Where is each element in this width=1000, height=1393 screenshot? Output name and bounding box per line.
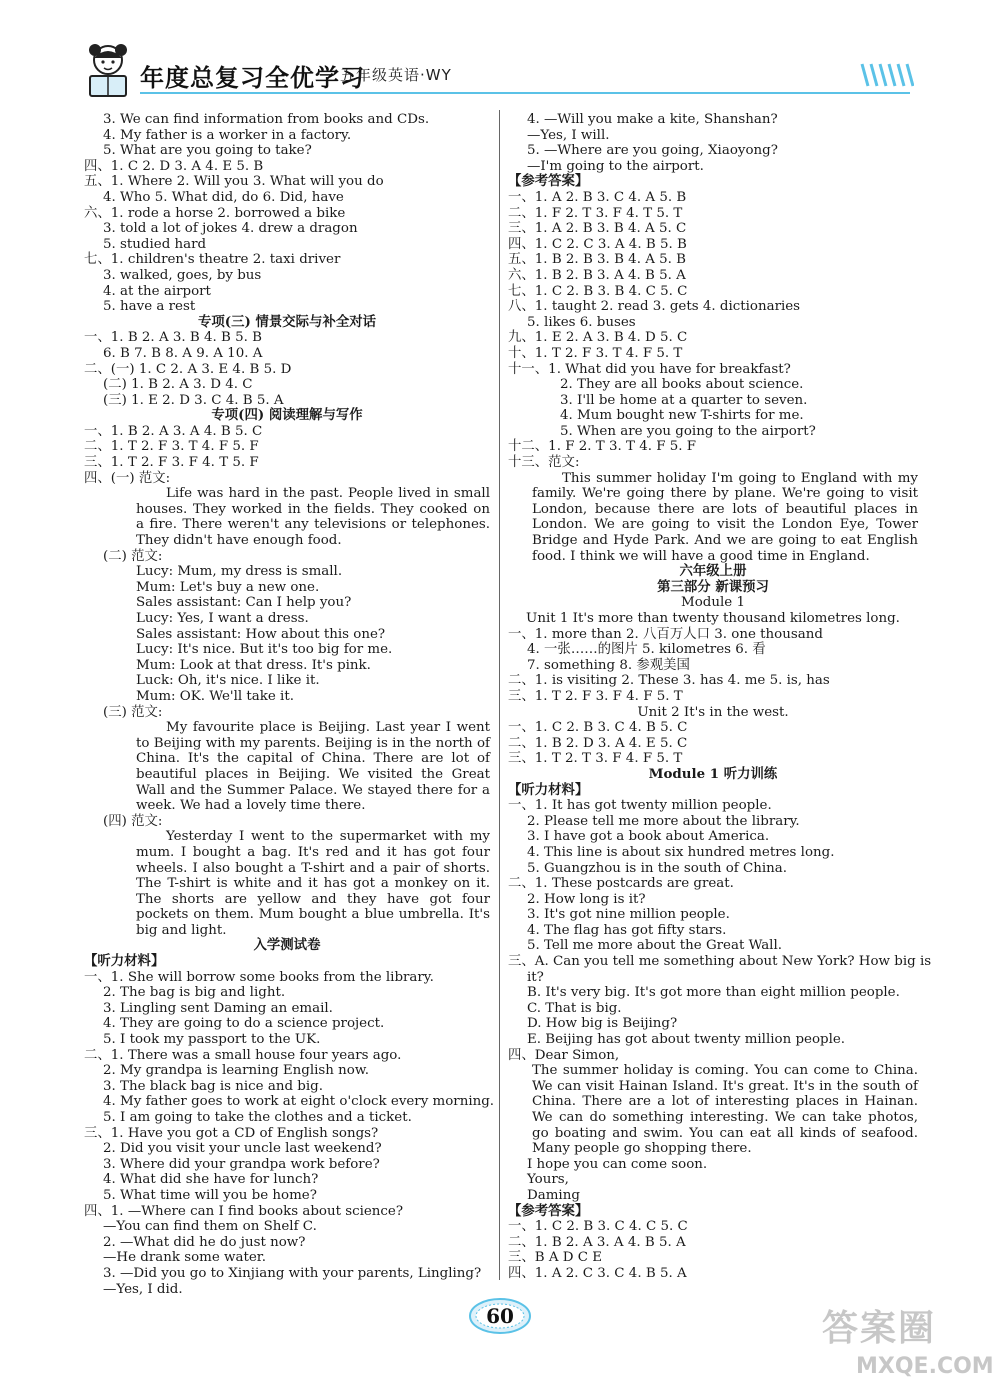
text-line: 十一、1. What did you have for breakfast? — [508, 361, 791, 377]
book-title: 年度总复习全优学习 — [140, 64, 365, 92]
text-line: 2. My grandpa is learning English now. — [103, 1063, 369, 1079]
text-line: 4. Mum bought new T-shirts for me. — [560, 408, 804, 424]
text-line: E. Beijing has got about twenty million people. — [527, 1032, 846, 1048]
text-line: 3. —Did you go to Xinjiang with your parents, Lingling? — [103, 1265, 482, 1281]
text-line: 一、1. C 2. B 3. C 4. C 5. C — [508, 1219, 688, 1235]
text-line: 5. I took my passport to the UK. — [103, 1032, 321, 1048]
text-line: 四、1. A 2. C 3. C 4. B 5. A — [508, 1265, 687, 1281]
text-line: Mum: Look at that dress. It's pink. — [136, 657, 371, 673]
text-line: 一、1. B 2. A 3. B 4. B 5. B — [84, 330, 263, 346]
text-line: 五、1. B 2. B 3. B 4. A 5. B — [508, 252, 687, 268]
text-line: 十三、范文: — [508, 455, 580, 471]
text-line: 5. —Where are you going, Xiaoyong? — [527, 143, 778, 159]
text-line: 2. —What did he do just now? — [103, 1234, 306, 1250]
text-line: 三、1. Have you got a CD of English songs? — [84, 1125, 379, 1141]
text-line: Mum: OK. We'll take it. — [136, 688, 294, 704]
text-line: 3. I have got a book about America. — [527, 829, 770, 845]
text-line: 3. We can find information from books and CDs. — [103, 112, 430, 127]
paragraph: Yesterday I went to the supermarket with my mum. I bought a bag. It's red and it has got four wheels. I also bought a T-shirt and a pair of shorts. The T-shirt is white and it has got a monkey on it. The shorts are yellow and they have got four pockets on them. Mum bought a blue umbrella. It's big and light. — [136, 829, 490, 938]
text-line: 十、1. T 2. F 3. T 4. F 5. T — [508, 345, 683, 361]
subsection-heading: 【参考答案】 — [508, 1202, 589, 1219]
text-line: 二、1. is visiting 2. These 3. has 4. me 5. is, has — [508, 673, 830, 689]
text-line: 4. 一张……的图片 5. kilometres 6. 看 — [527, 642, 766, 658]
watermark-url: MXQE.COM — [856, 1354, 994, 1379]
text-line: 4. The flag has got fifty stars. — [527, 922, 727, 938]
text-line: Sales assistant: How about this one? — [136, 626, 386, 642]
girl-reading-icon — [78, 40, 138, 100]
text-line: 一、1. It has got twenty million people. — [508, 798, 772, 814]
text-line: 四、1. C 2. D 3. A 4. E 5. B — [84, 158, 264, 174]
text-line: 九、1. E 2. A 3. B 4. D 5. C — [508, 330, 688, 346]
text-line: Mum: Let's buy a new one. — [136, 579, 320, 595]
text-line: 四、1. —Where can I find books about science? — [84, 1203, 404, 1219]
text-line: 六、1. B 2. B 3. A 4. B 5. A — [508, 267, 686, 283]
watermark-logo-text: 答案圈 — [822, 1308, 937, 1349]
left-column — [84, 112, 495, 1297]
right-column — [508, 112, 932, 1282]
section-heading: Unit 2 It's in the west. — [637, 704, 789, 720]
text-line: 5. When are you going to the airport? — [560, 423, 816, 439]
text-line: 6. B 7. B 8. A 9. A 10. A — [103, 345, 263, 361]
text-line: 4. What did she have for lunch? — [103, 1172, 319, 1188]
page-number: 60 — [486, 1304, 514, 1328]
text-line: 2. Please tell me more about the library. — [527, 813, 800, 829]
paragraph: My favourite place is Beijing. Last year I went to Beijing with my parents. Beijing is in the north of China. It's the capital of China. There are lot of beautiful places in Beijing. We visited the Great Wall and the Summer Palace. We stayed there for a week. We had a lovely time there. — [136, 720, 490, 814]
text-line: I hope you can come soon. — [527, 1156, 708, 1172]
text-line: 四、(一) 范文: — [84, 470, 171, 486]
text-line: 4. Who 5. What did, do 6. Did, have — [103, 189, 344, 205]
text-line: Lucy: It's nice. But it's too big for me. — [136, 642, 393, 658]
text-line: Daming — [527, 1187, 580, 1203]
text-line: —You can find them on Shelf C. — [103, 1219, 317, 1235]
text-line: —Yes, I did. — [103, 1281, 183, 1297]
text-line: D. How big is Beijing? — [527, 1016, 678, 1032]
text-line: 4. This line is about six hundred metres long. — [527, 844, 835, 860]
text-line: 3. walked, goes, by bus — [103, 267, 262, 283]
section-heading: Unit 1 It's more than twenty thousand kilometres long. — [526, 611, 900, 626]
section-heading: Module 1 — [681, 595, 745, 611]
text-line: 三、A. Can you tell me something about New York? How big is — [508, 954, 932, 970]
text-line: 3. Lingling sent Daming an email. — [103, 1000, 333, 1016]
text-line: 5. Guangzhou is in the south of China. — [527, 860, 788, 876]
text-line: 2. Did you visit your uncle last weekend? — [103, 1141, 382, 1157]
text-line: 4. They are going to do a science project. — [103, 1016, 385, 1032]
text-line: 3. I'll be home at a quarter to seven. — [560, 392, 808, 408]
text-line: 二、1. F 2. T 3. F 4. T 5. T — [508, 205, 683, 221]
text-line: 七、1. children's theatre 2. taxi driver — [84, 252, 341, 268]
section-heading: 入学测试卷 — [253, 937, 321, 954]
text-line: 一、1. A 2. B 3. C 4. A 5. B — [508, 189, 687, 205]
text-line: Lucy: Yes, I want a dress. — [136, 611, 309, 626]
text-line: 3. Where did your grandpa work before? — [103, 1156, 380, 1172]
text-line: 二、1. These postcards are great. — [508, 876, 734, 892]
text-line: 二、1. T 2. F 3. T 4. F 5. F — [84, 439, 259, 455]
text-line: 二、1. There was a small house four years ago. — [84, 1047, 402, 1063]
text-line: C. That is big. — [527, 1000, 622, 1016]
text-line: 二、(一) 1. C 2. A 3. E 4. B 5. D — [84, 361, 292, 377]
text-line: 二、1. B 2. D 3. A 4. E 5. C — [508, 735, 688, 751]
text-line: 4. at the airport — [103, 283, 211, 299]
text-line: 4. My father is a worker in a factory. — [103, 127, 352, 143]
column-divider — [499, 110, 500, 1280]
text-line: 六、1. rode a horse 2. borrowed a bike — [84, 205, 346, 221]
text-line: 七、1. C 2. B 3. B 4. C 5. C — [508, 283, 688, 299]
text-line: 2. They are all books about science. — [560, 377, 804, 393]
text-line: 三、1. A 2. B 3. B 4. A 5. C — [508, 221, 687, 237]
text-line: 一、1. more than 2. 八百万人口 3. one thousand — [508, 626, 823, 642]
subsection-heading: 【参考答案】 — [508, 173, 589, 190]
text-line: 一、1. C 2. B 3. C 4. B 5. C — [508, 720, 688, 736]
section-heading: 专项(四) 阅读理解与写作 — [211, 407, 363, 424]
text-line: 三、1. T 2. F 3. F 4. T 5. F — [84, 455, 259, 471]
section-heading: Module 1 听力训练 — [648, 765, 778, 782]
paragraph: This summer holiday I'm going to England with my family. We're going there by plane. We're going to visit London, because there are lots of beautiful places in London. We are going to visit the London Eye, Tower Bridge and Hyde Park. And we are going to eat English food. I think we will have a good time in England. — [532, 470, 918, 564]
text-line: Sales assistant: Can I help you? — [136, 595, 352, 611]
text-line: 一、1. B 2. A 3. A 4. B 5. C — [84, 423, 263, 439]
text-line: 5. I am going to take the clothes and a ticket. — [103, 1110, 412, 1125]
text-line: 三、B A D C E — [508, 1250, 603, 1266]
page-number-badge — [466, 1294, 534, 1338]
header-rule — [140, 92, 910, 94]
text-line: 5. likes 6. buses — [527, 314, 636, 330]
text-line: Luck: Oh, it's nice. I like it. — [136, 673, 320, 689]
text-line: 5. studied hard — [103, 236, 207, 252]
text-line: 7. something 8. 参观美国 — [527, 657, 690, 673]
subsection-heading: 【听力材料】 — [508, 781, 589, 798]
site-watermark — [822, 1300, 992, 1390]
text-line: (三) 1. E 2. D 3. C 4. B 5. A — [103, 392, 284, 408]
subsection-heading: 【听力材料】 — [84, 953, 165, 970]
paragraph: The summer holiday is coming. You can come to China. We can visit Hainan Island. It's great. It's in the south of China. There are a lot of interesting places in Hainan. We can do something interesting. We can take photos, go boating and swim. You can eat all kinds of seafood. Many people go shopping there. — [532, 1063, 918, 1157]
text-line: 十二、1. F 2. T 3. T 4. F 5. F — [508, 439, 697, 455]
text-line: (二) 1. B 2. A 3. D 4. C — [103, 377, 253, 393]
text-line: 三、1. T 2. T 3. F 4. F 5. T — [508, 751, 683, 767]
text-line: it? — [527, 969, 544, 985]
text-line: 4. —Will you make a kite, Shanshan? — [527, 112, 778, 127]
text-line: Yours, — [527, 1172, 569, 1188]
text-line: 八、1. taught 2. read 3. gets 4. dictionaries — [508, 299, 801, 315]
text-line: 二、1. B 2. A 3. A 4. B 5. A — [508, 1234, 686, 1250]
text-line: 5. have a rest — [103, 299, 196, 315]
text-line: —He drank some water. — [103, 1250, 266, 1266]
text-line: 2. How long is it? — [527, 891, 646, 907]
decorative-stripes-icon — [858, 60, 914, 88]
text-line: (三) 范文: — [103, 704, 163, 720]
text-line: —I'm going to the airport. — [527, 158, 704, 174]
text-line: 3. told a lot of jokes 4. drew a dragon — [103, 221, 358, 237]
text-line: 2. The bag is big and light. — [103, 985, 286, 1001]
text-line: 五、1. Where 2. Will you 3. What will you do — [84, 174, 384, 190]
text-line: —Yes, I will. — [527, 127, 610, 143]
text-line: 三、1. T 2. F 3. F 4. F 5. T — [508, 688, 683, 704]
text-line: Lucy: Mum, my dress is small. — [136, 564, 343, 580]
text-line: (四) 范文: — [103, 813, 163, 829]
text-line: (二) 范文: — [103, 548, 163, 564]
text-line: 一、1. She will borrow some books from the library. — [84, 969, 434, 985]
text-line: 3. It's got nine million people. — [527, 907, 730, 923]
subject-label: 五年级英语·WY — [340, 66, 452, 84]
text-line: 3. The black bag is nice and big. — [103, 1078, 323, 1094]
page-header — [0, 0, 1000, 110]
section-heading: 六年级上册 — [679, 563, 747, 580]
text-line: 四、1. C 2. C 3. A 4. B 5. B — [508, 236, 687, 252]
text-line: 四、Dear Simon, — [508, 1047, 620, 1063]
paragraph: Life was hard in the past. People lived in small houses. They worked in the fields. They cooked on a fire. There weren't any televisions or telephones. They didn't have enough food. — [136, 486, 490, 549]
text-line: 4. My father goes to work at eight o'clock every morning. — [103, 1094, 495, 1110]
section-heading: 专项(三) 情景交际与补全对话 — [197, 313, 377, 330]
text-line: 5. What are you going to take? — [103, 143, 312, 159]
text-line: B. It's very big. It's got more than eight million people. — [527, 985, 900, 1001]
section-heading: 第三部分 新课预习 — [657, 578, 769, 595]
text-line: 5. Tell me more about the Great Wall. — [527, 938, 783, 954]
text-line: 5. What time will you be home? — [103, 1187, 317, 1203]
